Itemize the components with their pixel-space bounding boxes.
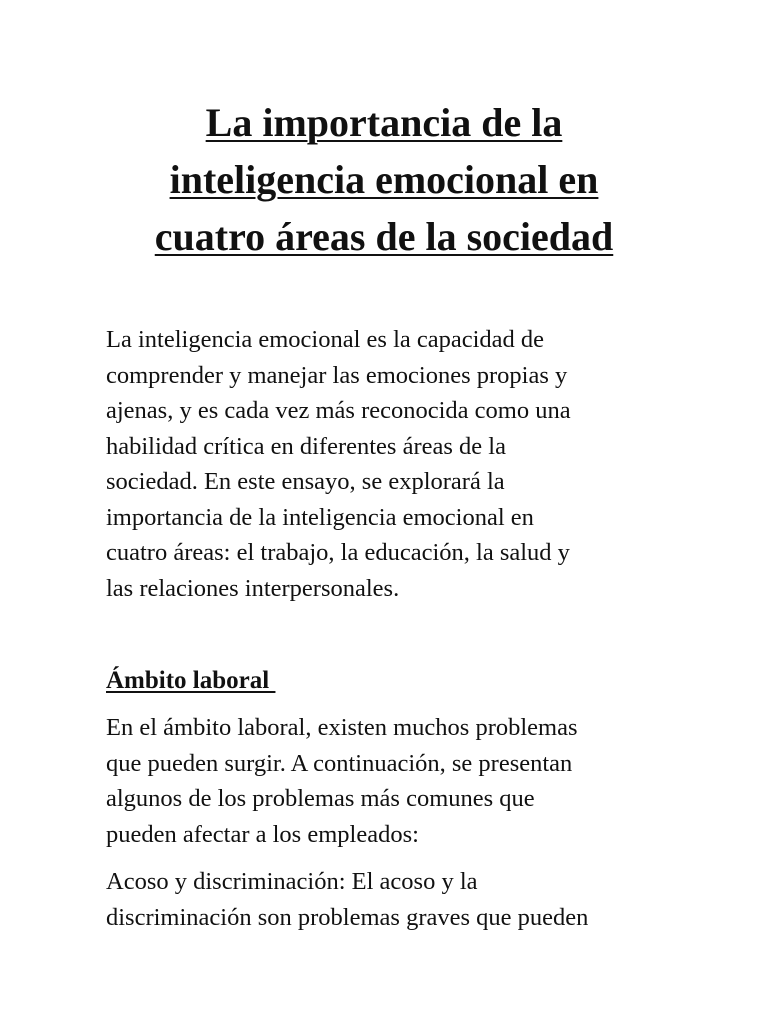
title-line: inteligencia emocional en [169,157,599,202]
paragraph-line: pueden afectar a los empleados: [106,820,419,848]
paragraph-line: sociedad. En este ensayo, se explorará la [106,468,505,495]
paragraph-line: En el ámbito laboral, existen muchos problemas [106,714,578,741]
title-line: cuatro áreas de la sociedad [154,214,614,259]
paragraph-line: importancia de la inteligencia emocional en [106,503,534,531]
paragraph-line: La inteligencia emocional es la capacidad de [106,326,545,353]
section-heading: Ámbito laboral [106,667,276,694]
paragraph-line: cuatro áreas: el trabajo, la educación, la salud y [106,539,570,566]
paragraph-line: comprender y manejar las emociones propias y [106,361,568,389]
item-paragraph [106,864,588,935]
paragraph-line: ajenas, y es cada vez más reconocida como una [106,397,571,424]
paragraph-line: las relaciones interpersonales. [106,574,400,602]
paragraph-line: habilidad crítica en diferentes áreas de la [106,432,506,460]
intro-paragraph [106,322,571,606]
document-title [60,94,708,265]
paragraph-line: que pueden surgir. A continuación, se presentan [106,749,573,777]
section-paragraph [106,710,578,852]
paragraph-line: discriminación son problemas graves que pueden [106,903,589,931]
paragraph-line: Acoso y discriminación: El acoso y la [106,868,478,895]
paragraph-line: algunos de los problemas más comunes que [106,785,535,812]
title-line: La importancia de la [205,100,563,145]
